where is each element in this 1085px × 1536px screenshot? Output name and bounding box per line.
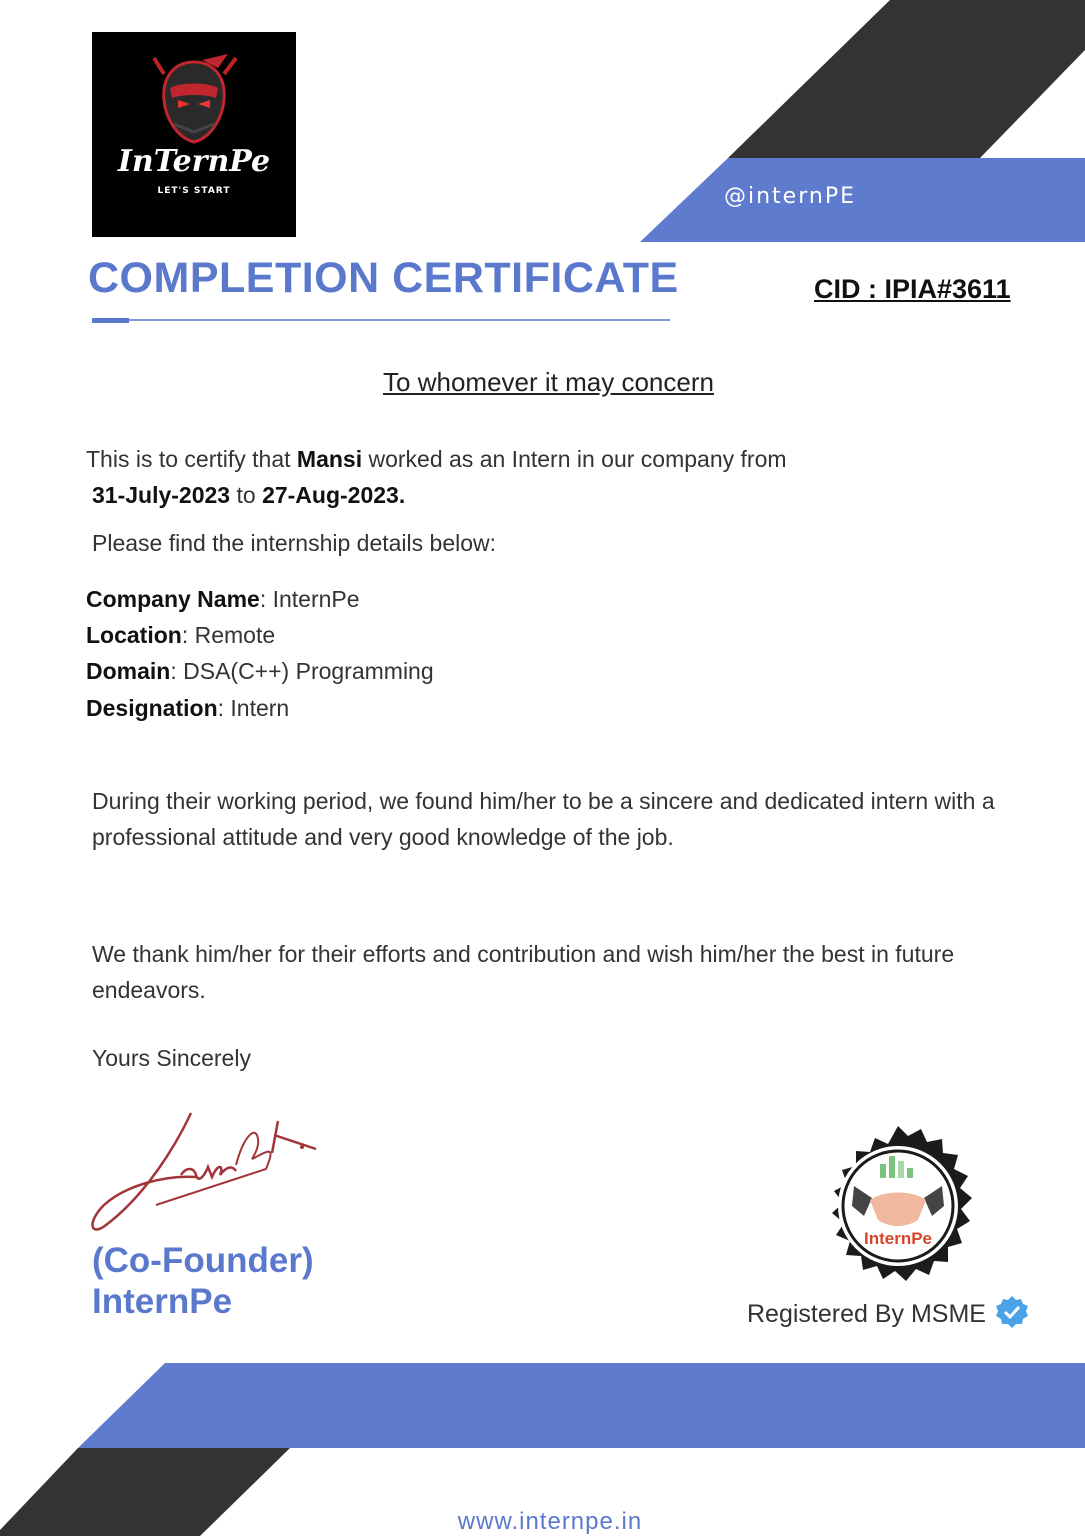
- logo-tagline: LET'S START: [157, 186, 231, 196]
- certificate-title: COMPLETION CERTIFICATE: [88, 254, 679, 302]
- logo-brand-text: InTernPe: [117, 144, 271, 179]
- signatory-company: InternPe: [92, 1282, 233, 1321]
- end-date: 27-Aug-2023.: [262, 482, 406, 508]
- intro-dates: 31-July-2023 to 27-Aug-2023.: [92, 482, 406, 508]
- company-seal: [817, 1125, 979, 1287]
- ninja-mascot-icon: [144, 54, 244, 146]
- seal-text: InternPe: [863, 1229, 933, 1248]
- detail-domain: Domain: DSA(C++) Programming: [86, 658, 434, 684]
- intern-name: Mansi: [296, 446, 363, 472]
- salutation: To whomever it may concern: [383, 367, 714, 397]
- signatory-block: [92, 1240, 314, 1322]
- top-dark-stripe: [728, 0, 1085, 158]
- bottom-blue-band: [78, 1363, 1085, 1448]
- verified-badge-icon: [995, 1295, 1029, 1329]
- signature: [86, 1105, 326, 1240]
- company-logo: [92, 32, 296, 237]
- title-underline-accent: [92, 318, 129, 323]
- evaluation-paragraph: During their working period, we found him/her to be a sincere and dedicated intern with a professional attitude and very good knowledge of the job.: [92, 788, 995, 850]
- thanks-paragraph: We thank him/her for their efforts and contribution and wish him/her the best in future endeavors.: [92, 941, 955, 1003]
- website-link[interactable]: www.internpe.in: [457, 1508, 643, 1535]
- signatory-role: (Co-Founder): [92, 1241, 314, 1280]
- detail-company: Company Name: InternPe: [86, 586, 360, 612]
- closing: Yours Sincerely: [92, 1045, 251, 1071]
- detail-location: Location: Remote: [86, 622, 276, 648]
- intro-line-1: This is to certify that Mansi worked as an Intern in our company from: [86, 446, 787, 472]
- start-date: 31-July-2023: [92, 482, 231, 508]
- certificate-id: CID : IPIA#3611: [814, 274, 1011, 304]
- detail-designation: Designation: Intern: [86, 695, 290, 721]
- details-intro: Please find the internship details below:: [92, 530, 497, 556]
- registration-note: Registered By MSME: [747, 1295, 1029, 1329]
- top-blue-band: [640, 158, 1085, 242]
- social-handle: @internPE: [724, 184, 856, 209]
